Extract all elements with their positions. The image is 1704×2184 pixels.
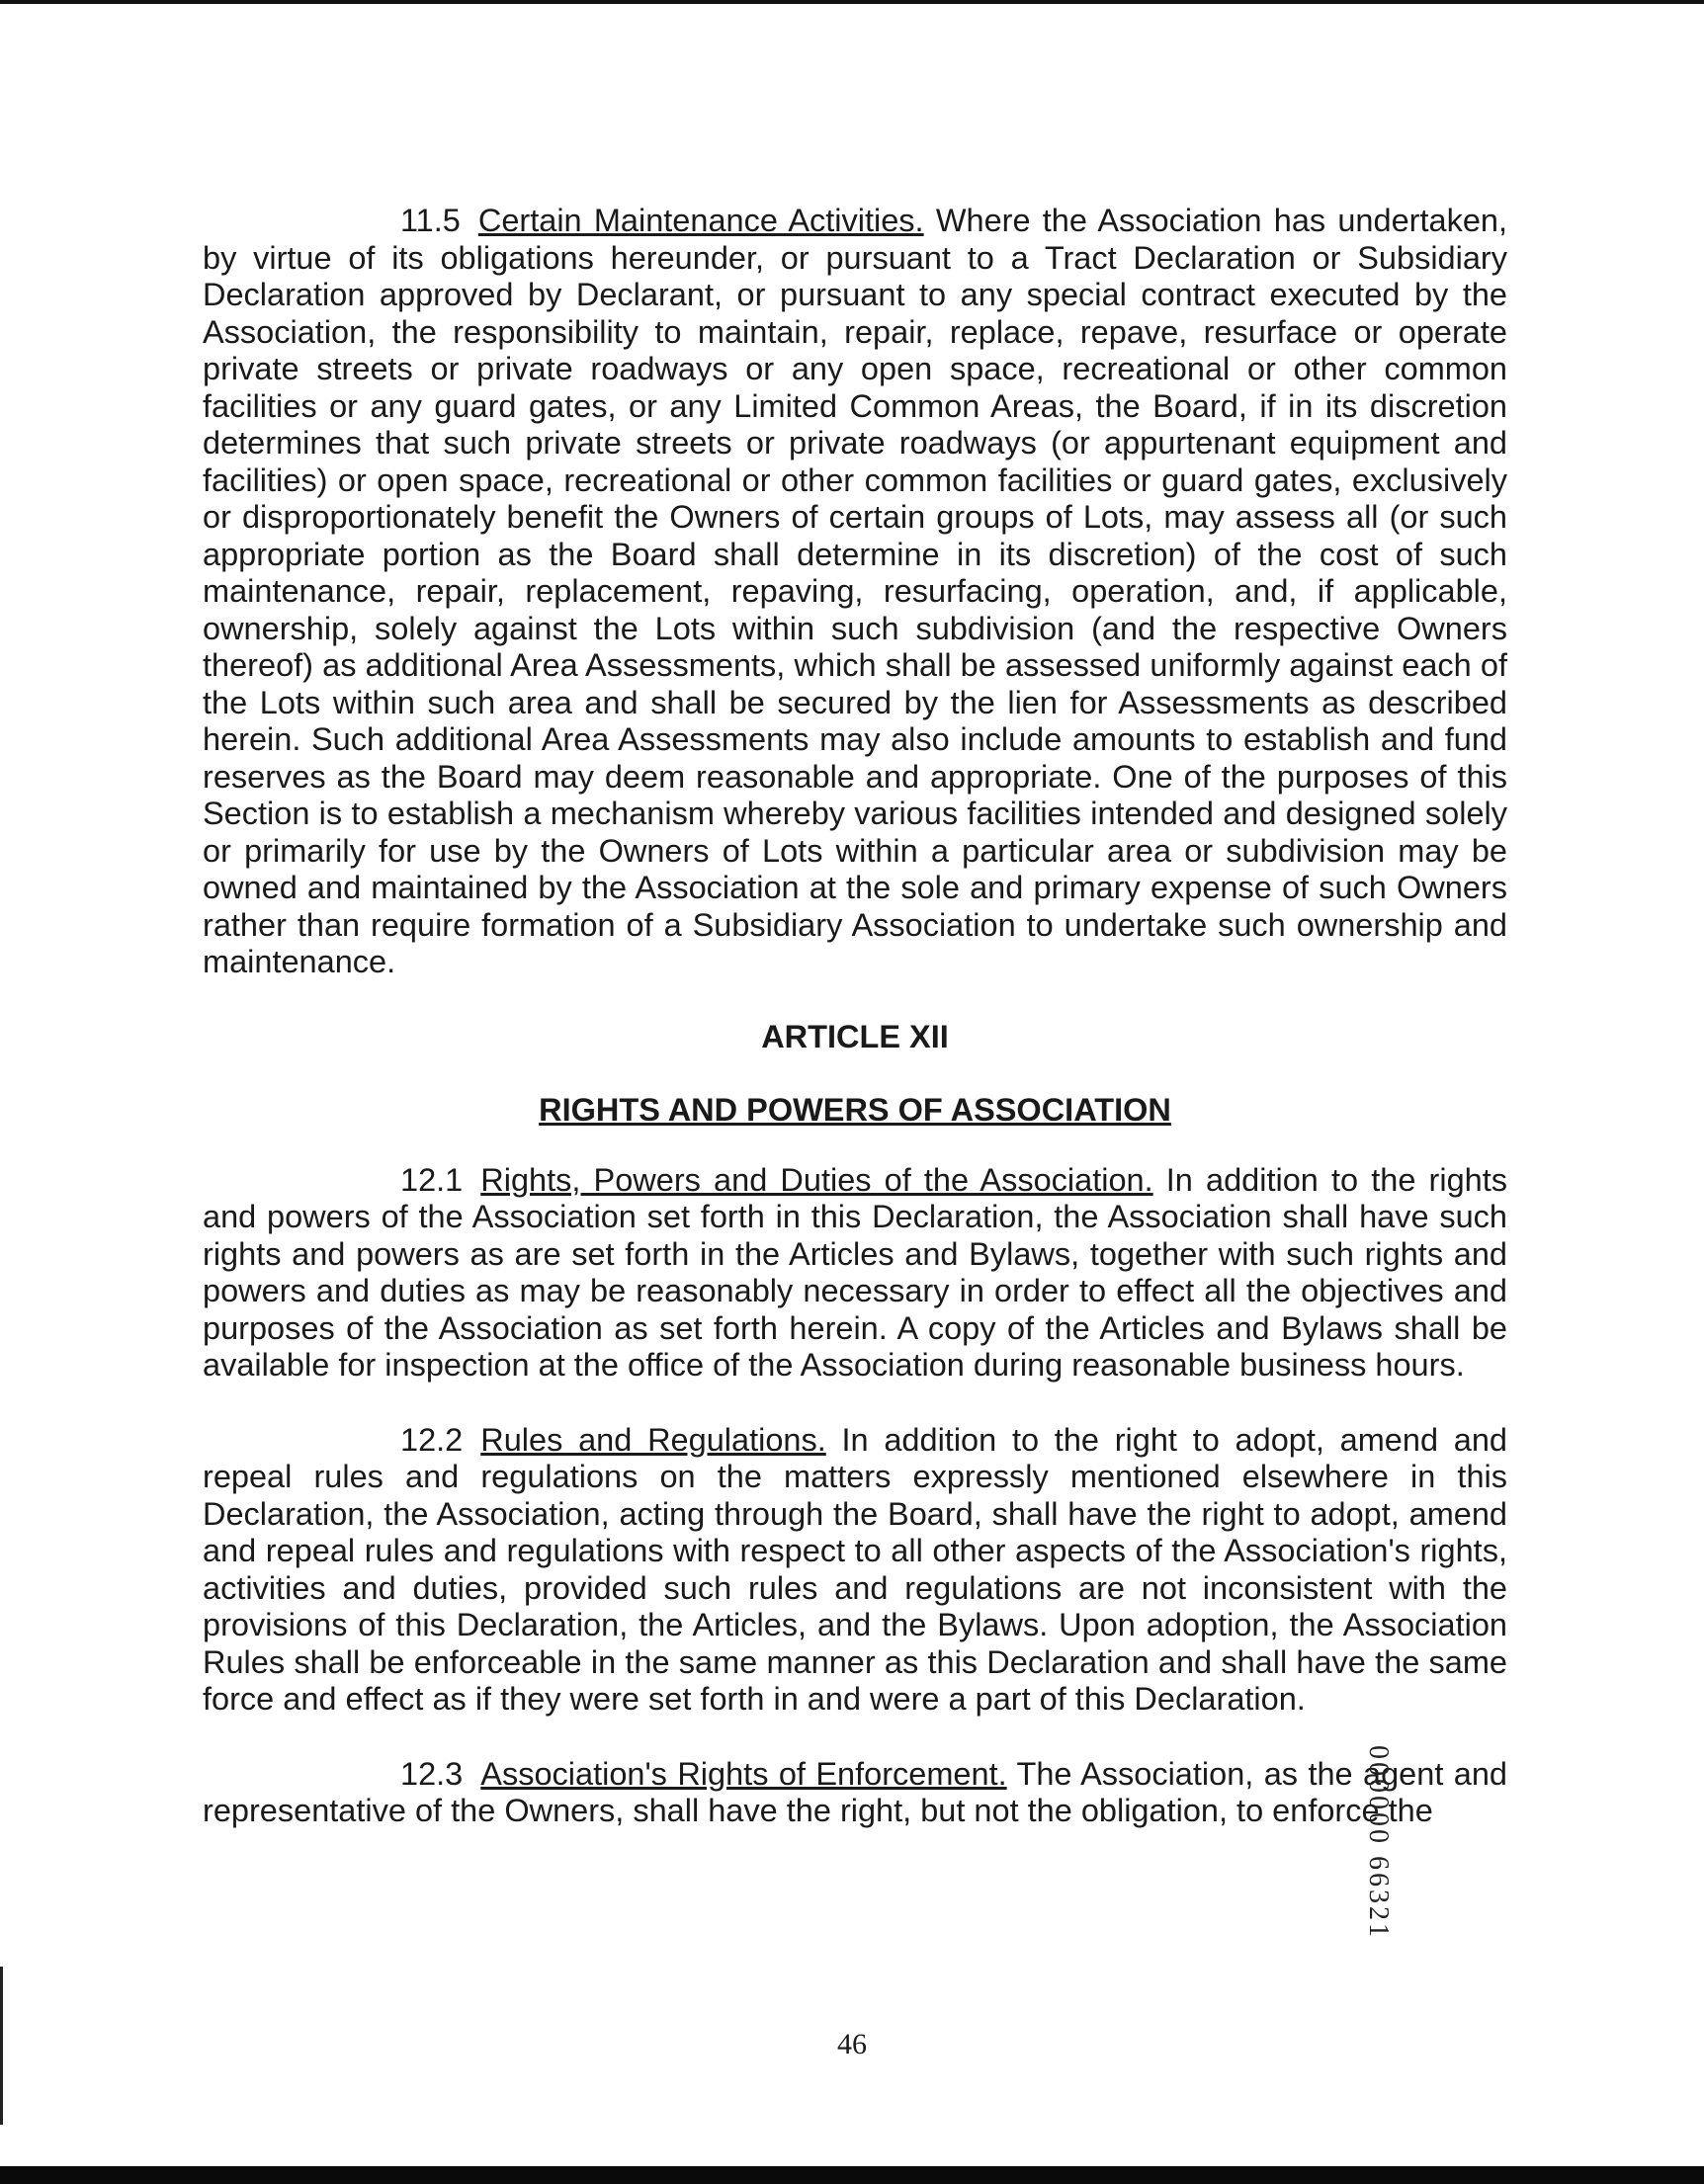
section-number: 12.2	[400, 1421, 464, 1458]
document-page	[203, 203, 1507, 1830]
scan-edge-bottom	[0, 2166, 1704, 2184]
section-heading: Rules and Regulations.	[480, 1421, 826, 1458]
section-heading: Association's Rights of Enforcement.	[480, 1755, 1007, 1792]
document-stamp: 000000 66321	[1363, 1745, 1394, 1940]
section-body: In addition to the right to adopt, amend and repeal rules and regulations on the matters expressly mentioned elsewhere in this Declaration, the Association, acting through the Board, shall have the right to adopt, amend and repeal rules and regulations with respect to all other aspects of the Association's rights, activities and duties, provided such rules and regulations are not inconsistent with the provisions of this Declaration, the Articles, and the Bylaws. Upon adoption, the Association Rules shall be enforceable in the same manner as this Declaration and shall have the same force and effect as if they were set forth in and were a part of this Declaration.	[203, 1421, 1507, 1717]
section-body: The Association, as the agent and representative of the Owners, shall have the right, but not the obligation, to enforce the	[203, 1755, 1507, 1828]
article-subtitle: RIGHTS AND POWERS OF ASSOCIATION	[539, 1091, 1171, 1128]
article-title: ARTICLE XII	[761, 1018, 949, 1054]
page-number: 46	[837, 2028, 867, 2060]
section-body: In addition to the rights and powers of the Association set forth in this Declaration, the Association shall have such rights and powers as are set forth in the Articles and Bylaws, together with such rights and powers and duties as may be reasonably necessary in order to effect all the objectives and purposes of the Association as set forth herein. A copy of the Articles and Bylaws shall be available for inspection at the office of the Association during reasonable business hours.	[203, 1161, 1508, 1383]
section-heading: Rights, Powers and Duties of the Association.	[480, 1161, 1153, 1198]
section-11-5	[203, 203, 1507, 981]
section-12-2	[203, 1422, 1507, 1719]
section-number: 11.5	[400, 203, 461, 238]
section-number: 12.1	[400, 1161, 464, 1198]
section-number: 12.3	[400, 1755, 464, 1792]
section-12-3	[203, 1756, 1507, 1830]
section-body: Where the Association has undertaken, by virtue of its obligations hereunder, or pursuant to a Tract Declaration or Subsidiary Declaration approved by Declarant, or pursuant to any special contract executed by the Association, the responsibility to maintain, repair, replace, repave, resurface or operate private streets or private roadways or any open space, recreational or other common facilities or any guard gates, or any Limited Common Areas, the Board, if in its discretion determines that such private streets or private roadways (or appurtenant equipment and facilities) or open space, recreational or other common facilities or guard gates, exclusively or disproportionately benefit the Owners of certain groups of Lots, may assess all (or such appropriate portion as the Board shall determine in its discretion) of the cost of such maintenance, repair, replacement, repaving, resurfacing, operation, and, if applicable, ownership, solely against the Lots within such subdivision (and the respective Owners thereof) as additional Area Assessments, which shall be assessed uniformly against each of the Lots within such area and shall be secured by the lien for Assessments as described herein. Such additional Area Assessments may also include amounts to establish and fund reserves as the Board may deem reasonable and appropriate. One of the purposes of this Section is to establish a mechanism whereby various facilities intended and designed solely or primarily for use by the Owners of Lots within a particular area or subdivision may be owned and maintained by the Association at the sole and primary expense of such Owners rather than require formation of a Subsidiary Association to undertake such ownership and maintenance.	[203, 203, 1508, 979]
section-heading: Certain Maintenance Activities.	[477, 203, 924, 238]
section-12-1	[203, 1162, 1507, 1385]
scan-edge-top	[0, 0, 1704, 4]
